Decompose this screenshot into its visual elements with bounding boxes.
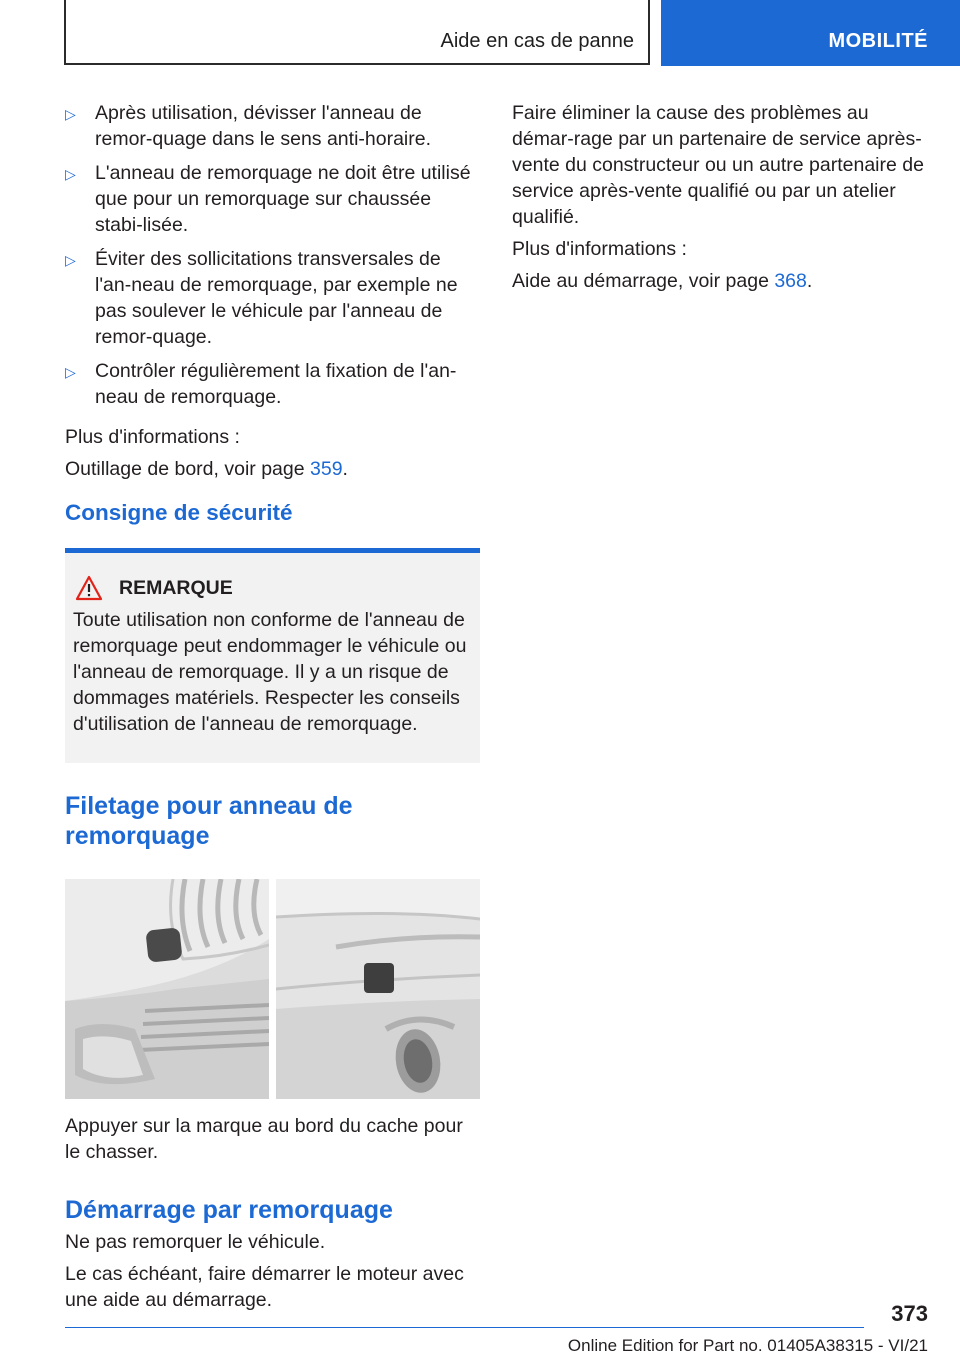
cross-reference-text: Outillage de bord, voir page bbox=[65, 458, 310, 480]
cross-reference bbox=[512, 268, 928, 294]
notice-title: REMARQUE bbox=[119, 577, 233, 599]
cross-reference-text: Aide au démarrage, voir page bbox=[512, 270, 775, 292]
header-section-title: Aide en cas de panne bbox=[440, 30, 634, 52]
notice-header bbox=[73, 575, 472, 601]
bumper-front-image bbox=[65, 879, 269, 1099]
list-item-text: Contrôler régulièrement la fixation de l'an-neau de remorquage. bbox=[95, 360, 457, 408]
list-item bbox=[65, 160, 480, 238]
figure-caption: Appuyer sur la marque au bord du cache pour le chasser. bbox=[65, 1115, 463, 1163]
cross-reference bbox=[65, 456, 480, 482]
page-link-359[interactable]: 359 bbox=[310, 458, 343, 480]
footer-divider bbox=[65, 1327, 864, 1328]
triangle-right-icon: ▷ bbox=[65, 364, 76, 380]
header-chapter-title: MOBILITÉ bbox=[828, 30, 928, 52]
list-item-text: L'anneau de remorquage ne doit être utilisé que pour un remorquage sur chaussée stabi-lisée. bbox=[95, 162, 471, 236]
safety-heading: Consigne de sécurité bbox=[65, 500, 293, 525]
list-item bbox=[65, 246, 480, 350]
tow-start-paragraph-1: Ne pas remorquer le véhicule. bbox=[65, 1231, 326, 1253]
notice-box bbox=[65, 548, 480, 763]
notice-text: Toute utilisation non conforme de l'anneau de remorquage peut endommager le véhicule ou l'anneau de remorquage. Il y a un risque de dommages matériels. Respecter les conseils d'utilisation de l'anneau de remorquage. bbox=[73, 609, 467, 735]
more-info-label: Plus d'informations : bbox=[65, 426, 240, 448]
list-item bbox=[65, 100, 480, 152]
cross-reference-end: . bbox=[806, 270, 813, 292]
page-number: 373 bbox=[891, 1301, 928, 1326]
footer-edition: Online Edition for Part no. 01405A38315 - VI/21 bbox=[567, 1336, 928, 1355]
triangle-right-icon: ▷ bbox=[65, 252, 76, 268]
bullet-list bbox=[65, 100, 480, 410]
cross-reference-end: . bbox=[342, 458, 348, 480]
page-link-368[interactable]: 368 bbox=[774, 270, 807, 292]
thread-heading: Filetage pour anneau de remorquage bbox=[65, 792, 353, 850]
list-item-text: Éviter des sollicitations transversales de l'an-neau de remorquage, par exemple ne pas soulever le véhicule par l'anneau de remor-quage. bbox=[95, 248, 458, 348]
tow-start-paragraph-2: Le cas échéant, faire démarrer le moteur avec une aide au démarrage. bbox=[65, 1263, 464, 1311]
right-column bbox=[512, 100, 928, 300]
header-chapter-tab bbox=[661, 0, 960, 66]
more-info-label: Plus d'informations : bbox=[512, 238, 687, 260]
list-item-text: Après utilisation, dévisser l'anneau de remor-quage dans le sens anti-horaire. bbox=[95, 102, 432, 150]
right-paragraph-1: Faire éliminer la cause des problèmes au démar-rage par un partenaire de service après-vente du constructeur ou un autre partenaire de service après-vente qualifié ou par un atelier qualifié. bbox=[512, 102, 924, 228]
bumper-rear-image bbox=[276, 879, 480, 1099]
warning-triangle-icon bbox=[75, 575, 103, 601]
triangle-right-icon: ▷ bbox=[65, 166, 76, 182]
left-column bbox=[65, 100, 480, 1319]
tow-eye-cover-figure bbox=[65, 879, 480, 1099]
header-section-box bbox=[64, 0, 650, 65]
list-item bbox=[65, 358, 480, 410]
triangle-right-icon: ▷ bbox=[65, 106, 76, 122]
tow-start-heading: Démarrage par remorquage bbox=[65, 1196, 393, 1224]
